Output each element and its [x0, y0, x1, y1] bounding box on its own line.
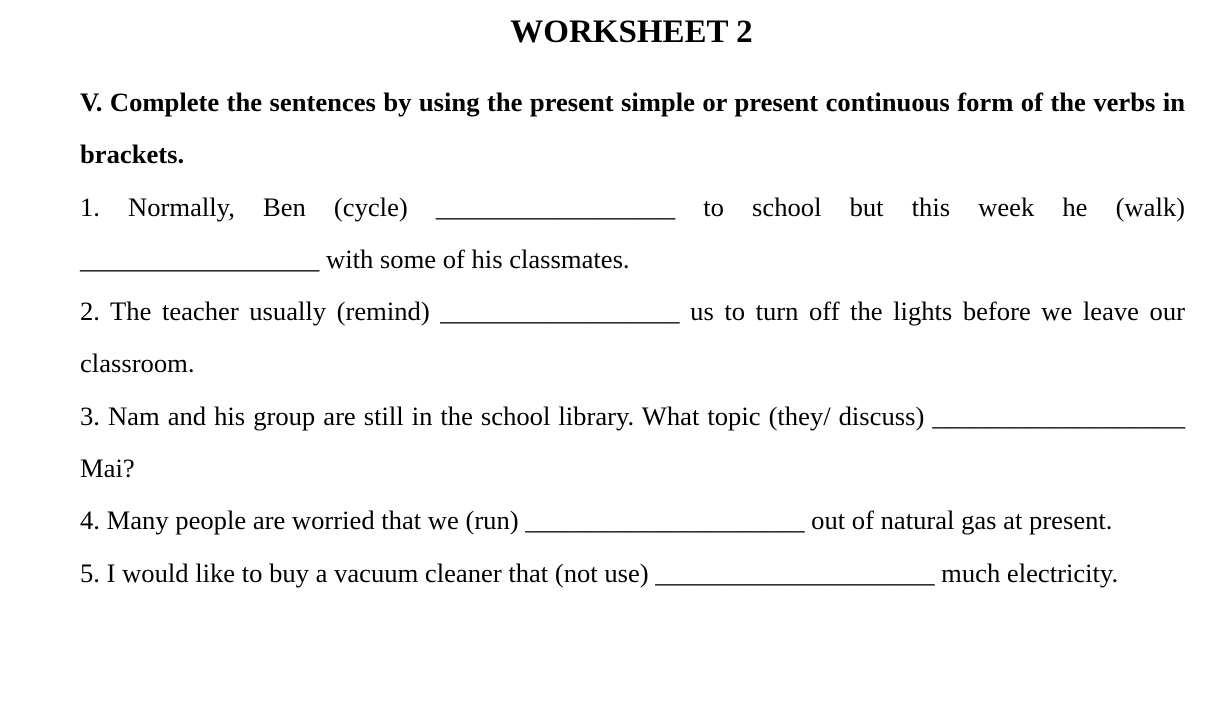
- question-1: 1. Normally, Ben (cycle) __________________ to school but this week he (walk) __________________ with some of his classmates.: [80, 191, 1185, 274]
- exercise-section: [80, 76, 1185, 599]
- question-5: 5. I would like to buy a vacuum cleaner that (not use) _____________________ much electricity.: [80, 557, 1119, 588]
- question-2: 2. The teacher usually (remind) __________________ us to turn off the lights before we leave our classroom.: [80, 296, 1185, 379]
- worksheet-title: WORKSHEET 2: [510, 14, 753, 50]
- question-3: 3. Nam and his group are still in the school library. What topic (they/ discuss) ___________________ Mai?: [80, 400, 1185, 484]
- question-4: 4. Many people are worried that we (run) _____________________ out of natural gas at present.: [80, 505, 1113, 536]
- exercise-instruction: V. Complete the sentences by using the present simple or present continuous form of the verbs in brackets.: [80, 87, 1185, 170]
